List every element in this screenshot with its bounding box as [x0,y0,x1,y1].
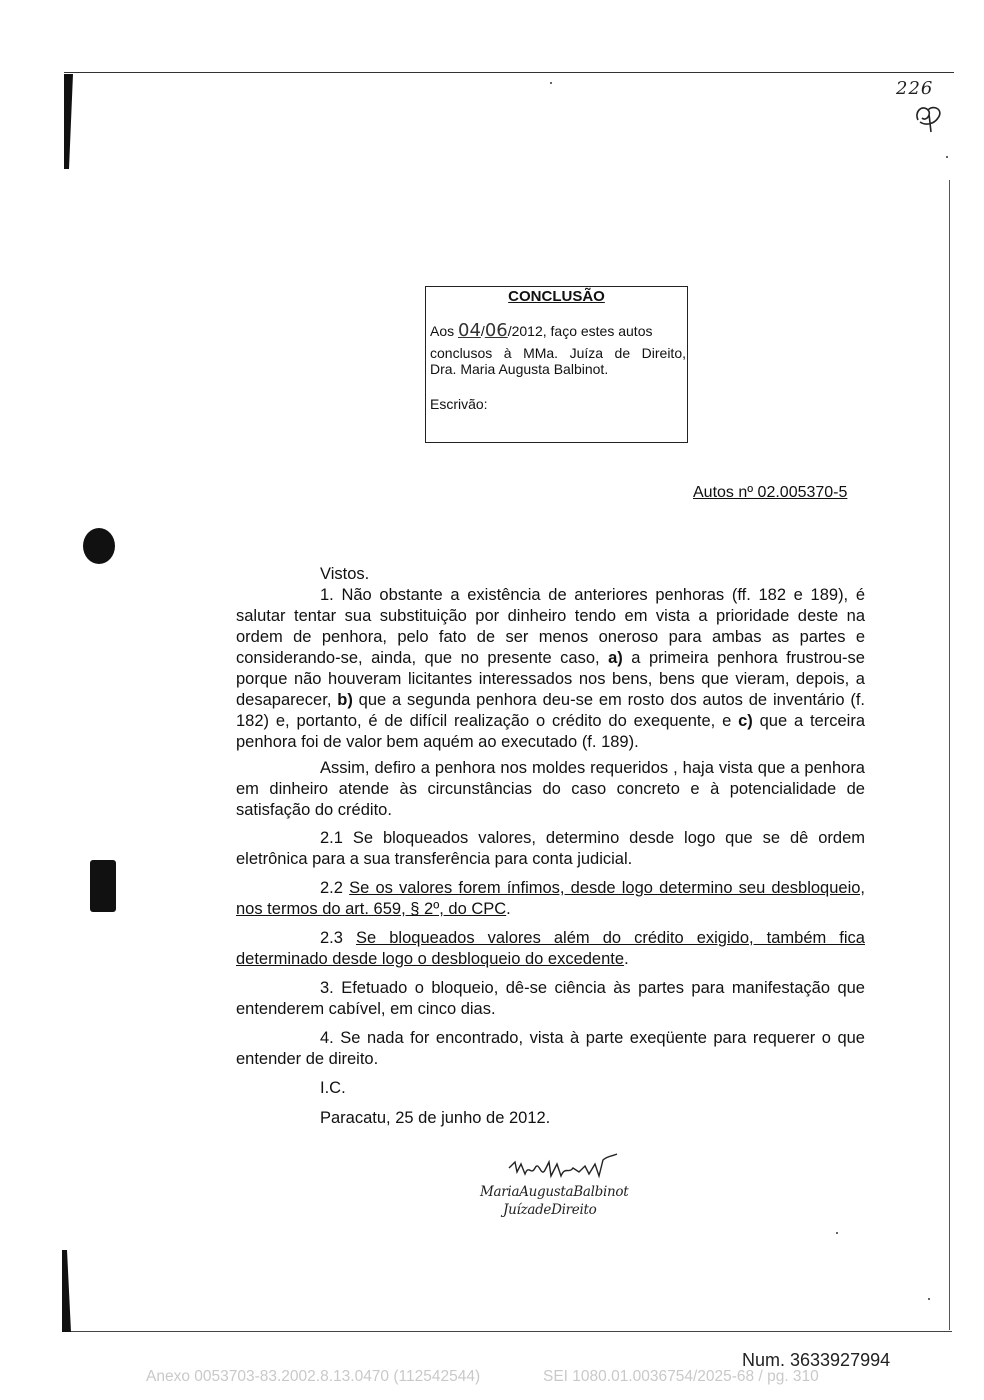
scan-speck [928,1298,930,1300]
item-b-text: que a segunda penhora deu-se em rosto dos autos de inventário (f. 182) e, portanto, é de difícil realização o crédito do exequente, e [236,691,865,730]
paragraph-2-3 [236,928,865,970]
paragraph-assim: Assim, defiro a penhora nos moldes requeridos , haja vista que a penhora em dinheiro atende às circunstâncias do caso concreto e à potencialidade de satisfação do crédito. [236,759,865,819]
paragraph-2-1: 2.1 Se bloqueados valores, determino desde logo que se dê ordem eletrônica para a sua transferência para conta judicial. [236,829,865,868]
escrivao-label: Escrivão: [430,396,488,412]
conclusao-line-3: Dra. Maria Augusta Balbinot. [430,361,609,377]
scan-speck [550,82,552,84]
aos-label: Aos [430,323,455,339]
vistos-heading: Vistos. [320,565,370,583]
rubric-initials-icon [912,100,946,134]
place-and-date: Paracatu, 25 de junho de 2012. [320,1109,551,1127]
scan-speck [836,1232,838,1234]
conclusao-line-2: conclusos à MMa. Juíza de Direito, [430,345,686,361]
ic-closing: I.C. [320,1079,346,1097]
item-c-marker: c) [738,712,753,730]
handwritten-month: 06 [484,320,508,341]
paragraph-4: 4. Se nada for encontrado, vista à parte exeqüente para requerer o que entender de direito. [236,1029,865,1068]
signatory-role: JuízadeDireito [503,1202,597,1218]
page-bottom-border [64,1331,952,1332]
page-top-border [64,72,954,73]
handwritten-day: 04 [458,320,481,341]
paragraph-1 [236,585,865,753]
paragraph-2-3-number: 2.3 [320,929,356,947]
punch-hole-lower [90,860,116,912]
footer-sei: SEI 1080.01.0036754/2025-68 / pg. 310 [543,1368,819,1385]
paragraph-3: 3. Efetuado o bloqueio, dê-se ciência às partes para manifestação que entenderem cabível, em cinco dias. [236,979,865,1018]
item-a-marker: a) [608,649,623,667]
handwritten-page-number: 226 [896,78,934,99]
item-b-marker: b) [337,691,353,709]
date-slash: / [480,323,485,339]
item-a-text: a primeira penhora frustrou-se porque não houveram licitantes interessados nos bens, bens que vieram, depois, a desaparecer, [236,649,865,709]
scan-edge-mark-top [64,74,73,169]
paragraph-2-2-underlined: Se os valores forem ínfimos, desde logo determino seu desbloqueio, nos termos do art. 659, § 2º, do CPC [236,879,866,918]
page-right-border [949,180,950,1330]
paragraph-2-2-end: . [506,900,511,918]
conclusao-title: CONCLUSÃO [508,288,605,305]
year-and-text: /2012, faço estes autos [507,323,653,339]
handwritten-signature-icon [505,1150,620,1186]
scan-speck [946,156,948,158]
document-num: Num. 3633927994 [742,1350,891,1370]
paragraph-2-2 [236,878,865,920]
paragraph-1-intro: 1. Não obstante a existência de anteriores penhoras (ff. 182 e 189), é salutar tentar sua substituição por dinheiro tendo em vista a prioridade deste na ordem de penhora, pelo fato de ser menos oneroso para ambas as partes e considerando-se, ainda, que no presente caso, [236,586,865,667]
footer-anexo: Anexo 0053703-83.2002.8.13.0470 (112542544) [146,1368,481,1385]
paragraph-2-3-end: . [624,950,629,968]
scan-edge-mark-bottom [62,1250,71,1332]
paragraph-2-2-number: 2.2 [320,879,350,897]
item-c-text: que a terceira penhora foi de valor bem aquém ao executado (f. 189). [236,712,865,751]
paragraph-2-3-underlined: Se bloqueados valores além do crédito exigido, também fica determinado desde logo o desbloqueio do excedente [236,929,865,968]
case-number: Autos nº 02.005370-5 [693,484,848,501]
signatory-name: MariaAugustaBalbinot [480,1184,629,1200]
conclusao-line-1 [430,322,686,340]
punch-hole-upper [83,528,115,564]
